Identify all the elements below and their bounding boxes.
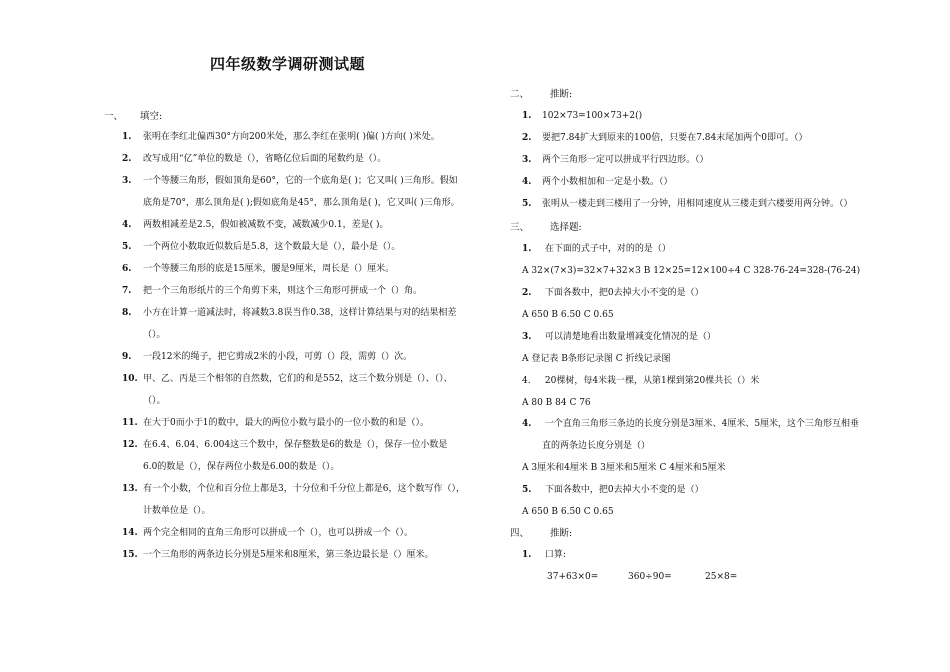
question-number: 5. [522, 199, 532, 209]
question-item [522, 110, 642, 122]
question-text: 在下面的式子中，对的的是（） [544, 244, 671, 254]
question-text-continued: 6.0的数是（），保存两位小数是6.00的数是（）。 [143, 462, 340, 472]
question-item [522, 287, 704, 299]
question-number: 3. [522, 332, 532, 342]
question-number: 4. [522, 177, 532, 187]
question-item [122, 219, 389, 231]
question-item [522, 176, 673, 188]
question-item [122, 417, 429, 429]
question-item [122, 307, 456, 319]
answer-options: A 650 B 6.50 C 0.65 [522, 507, 614, 517]
question-item [522, 418, 859, 430]
question-text: 两个三角形一定可以拼成平行四边形。（） [542, 155, 709, 165]
answer-options: A 登记表 B条形记录图 C 折线记录图 [522, 354, 671, 364]
question-text: 一个两位小数取近似数后是5.8，这个数最大是（），最小是（）。 [143, 242, 401, 252]
oral-calc-item: 37+63×0= [547, 572, 599, 582]
question-number: 11. [122, 418, 138, 428]
question-number: 15. [122, 550, 138, 560]
question-item [122, 241, 400, 253]
question-text: 102×73=100×73+2() [542, 111, 643, 121]
section-index: 二、 [510, 89, 530, 100]
question-text: 口算: [544, 550, 566, 560]
question-number: 2. [522, 288, 532, 298]
question-text: 一个等腰三角形，假如顶角是60°，它的一个底角是( )；它又叫( )三角形。假如 [143, 176, 458, 186]
question-text: 甲、乙、丙是三个相邻的自然数，它们的和是552，这三个数分别是（）、（）、 [143, 374, 453, 384]
question-text: 下面各数中，把0去掉大小不变的是（） [544, 288, 704, 298]
question-item [122, 351, 412, 363]
question-number: 8. [122, 308, 132, 318]
question-number: 4. [122, 220, 132, 230]
question-number: 7. [122, 286, 132, 296]
question-text: 一个直角三角形三条边的长度分别是3厘米、4厘米、5厘米，这个三角形互相垂 [544, 419, 860, 429]
question-text-continued: （）。 [143, 396, 166, 406]
question-text: 20棵树，每4米栽一棵，从第1棵到第20棵共长（）米 [544, 376, 760, 386]
question-item [122, 131, 440, 143]
section-index: 一、 [104, 111, 124, 122]
question-text-continued: 直的两条边长度分别是（） [542, 441, 651, 451]
section-index: 三、 [510, 222, 530, 233]
question-item [522, 331, 716, 343]
question-number: 2. [522, 133, 532, 143]
oral-calc-item: 25×8= [705, 572, 738, 582]
question-text-continued: 计数单位是（）。 [143, 506, 211, 516]
question-text: 一个三角形的两条边长分别是5厘米和8厘米，第三条边最长是（）厘米。 [143, 550, 434, 560]
answer-options: A 80 B 84 C 76 [522, 398, 591, 408]
question-number: 4. [522, 376, 531, 386]
question-item [122, 439, 447, 451]
section-title: 填空: [140, 111, 163, 122]
section-index: 四、 [510, 528, 530, 539]
question-number: 1. [522, 244, 532, 254]
question-number: 4. [522, 419, 532, 429]
question-number: 14. [122, 528, 138, 538]
question-text: 两个完全相同的直角三角形可以拼成一个（），也可以拼成一个（）。 [143, 528, 414, 538]
section-title: 推断: [550, 89, 573, 100]
question-item [122, 527, 413, 539]
question-item [522, 132, 807, 144]
question-text: 小方在计算一道减法时，将减数3.8误当作0.38，这样计算结果与对的结果相差 [143, 308, 457, 318]
section-title: 推断: [550, 528, 573, 539]
answer-options: A 3厘米和4厘米 B 3厘米和5厘米 C 4厘米和5厘米 [522, 463, 726, 473]
question-item [522, 198, 853, 210]
question-number: 12. [122, 440, 138, 450]
question-text: 下面各数中，把0去掉大小不变的是（） [544, 485, 704, 495]
question-item [522, 375, 759, 387]
oral-calc-item: 360÷90= [628, 572, 672, 582]
question-number: 2. [122, 154, 132, 164]
question-item [122, 175, 458, 187]
question-number: 1. [522, 111, 532, 121]
question-text: 两个小数相加和一定是小数。（） [542, 177, 673, 187]
question-text: 张明在李红北偏西30°方向200米处，那么李红在张明( )偏( )方向( )米处。 [143, 132, 440, 142]
question-text-continued: （）。 [143, 330, 166, 340]
question-text: 张明从一楼走到三楼用了一分钟，用相同速度从三楼走到六楼要用两分钟。（） [542, 199, 853, 209]
question-item [522, 484, 704, 496]
question-text: 两数相减差是2.5，假如被减数不变，减数减少0.1，差是( )。 [143, 220, 389, 230]
question-text: 在6.4、6.04、6.004这三个数中，保存整数是6的数是（），保存一位小数是 [143, 440, 448, 450]
question-text: 可以清楚地看出数量增减变化情况的是（） [544, 332, 716, 342]
question-number: 5. [122, 242, 132, 252]
question-item [122, 263, 394, 275]
question-item [122, 549, 433, 561]
question-text: 改写成用“亿”单位的数是（），省略亿位后面的尾数约是（）。 [143, 154, 387, 164]
question-number: 6. [122, 264, 132, 274]
question-number: 3. [522, 155, 532, 165]
question-text: 在大于0而小于1的数中，最大的两位小数与最小的一位小数的和是（）。 [143, 418, 429, 428]
question-item [122, 153, 386, 165]
question-number: 5. [522, 485, 532, 495]
page-title: 四年级数学调研测试题 [210, 55, 366, 73]
question-number: 1. [122, 132, 132, 142]
question-text: 把一个三角形纸片的三个角剪下来，则这个三角形可拼成一个（）角。 [143, 286, 423, 296]
question-number: 10. [122, 374, 138, 384]
question-text: 有一个小数，个位和百分位上都是3，十分位和千分位上都是6，这个数写作（）， [143, 484, 465, 494]
question-item [122, 373, 453, 385]
section-title: 选择题: [550, 222, 582, 233]
question-number: 1. [522, 550, 532, 560]
question-item [522, 243, 671, 255]
question-item [122, 285, 422, 297]
question-item [122, 483, 465, 495]
question-number: 9. [122, 352, 132, 362]
question-text: 要把7.84扩大到原来的100倍，只要在7.84末尾加两个0即可。（） [542, 133, 808, 143]
question-item [522, 154, 709, 166]
question-text: 一段12米的绳子，把它剪成2米的小段，可剪（）段，需剪（）次。 [143, 352, 413, 362]
question-text-continued: 底角是70°，那么顶角是( );假如底角是45°，那么顶角是( )，它又叫( )三角形。 [143, 198, 460, 208]
question-item [522, 549, 566, 561]
answer-options: A 650 B 6.50 C 0.65 [522, 310, 614, 320]
question-number: 13. [122, 484, 138, 494]
question-number: 3. [122, 176, 132, 186]
answer-options: A 32×(7×3)=32×7+32×3 B 12×25=12×100÷4 C 328-76-24=328-(76-24) [522, 266, 861, 276]
question-text: 一个等腰三角形的底是15厘米，腰是9厘米，周长是（）厘米。 [143, 264, 395, 274]
